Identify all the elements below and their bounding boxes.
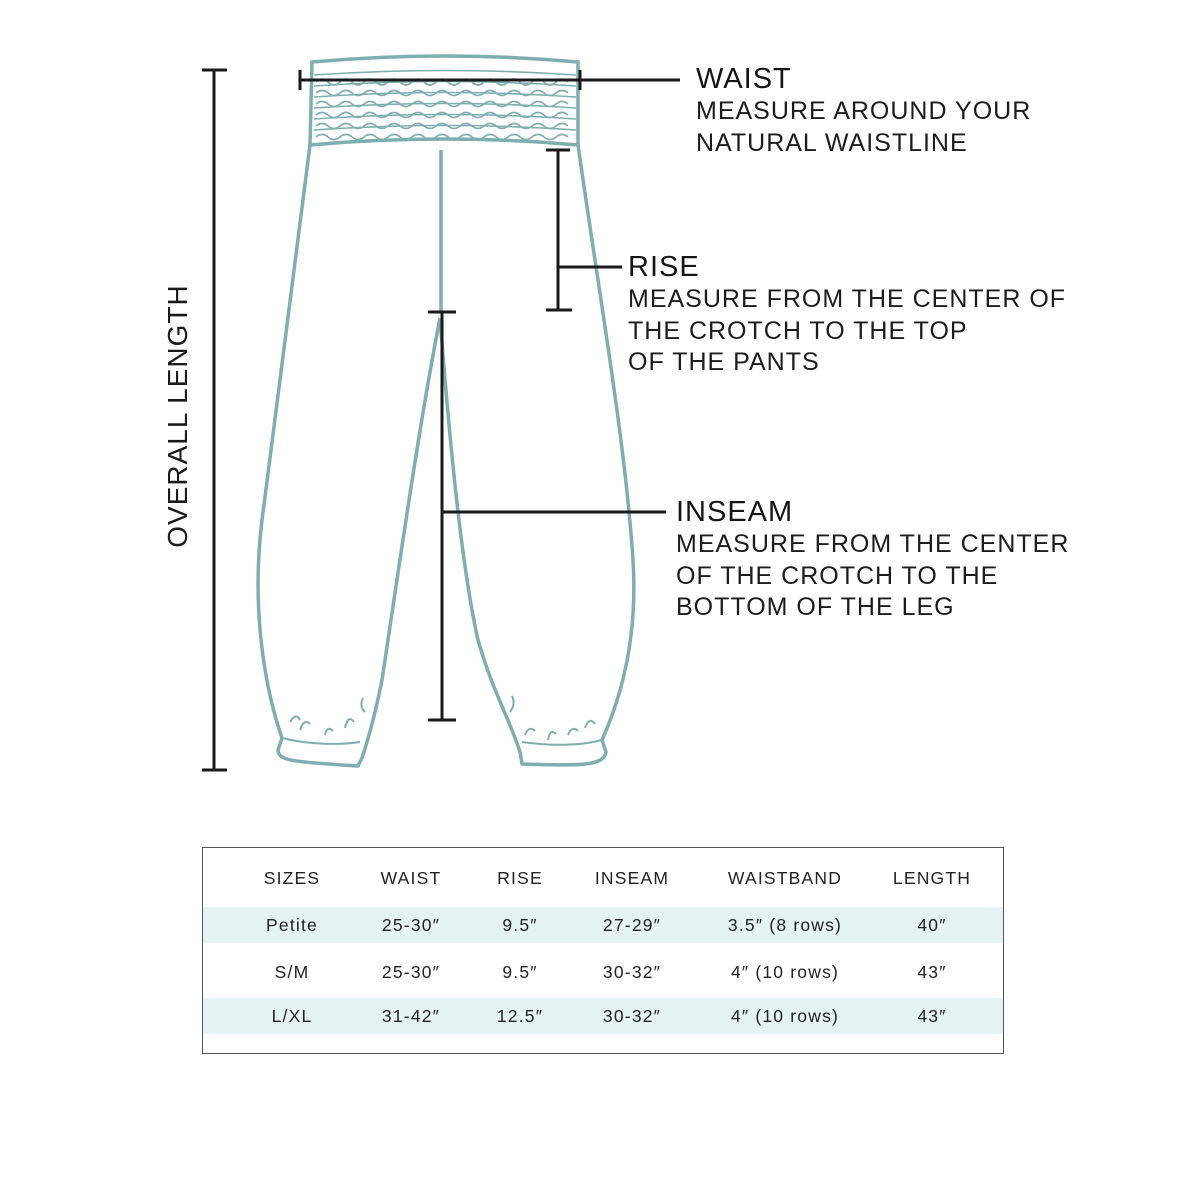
cell-waistband: 3.5″ (8 rows) [727,914,843,935]
header-length: LENGTH [892,867,972,888]
inseam-desc-2: OF THE CROTCH TO THE [676,561,999,590]
table-row [203,998,1003,1034]
rise-desc-2: THE CROTCH TO THE TOP [628,316,968,345]
header-sizes: SIZES [263,867,321,888]
size-chart-table [202,847,1004,1054]
cell-inseam: 27-29″ [602,914,662,935]
cell-length: 43″ [917,961,947,982]
cell-waistband: 4″ (10 rows) [730,1005,840,1026]
rise-desc-1: MEASURE FROM THE CENTER OF [628,285,1067,313]
cell-waist: 25-30″ [381,961,441,982]
table-header-row [203,860,1003,896]
header-inseam: INSEAM [594,867,670,888]
rise-desc-3: OF THE PANTS [628,348,820,376]
cell-waistband: 4″ (10 rows) [730,961,840,982]
inseam-title: INSEAM [676,496,794,528]
header-waist: WAIST [380,867,442,888]
waist-desc-2: NATURAL WAISTLINE [696,128,968,157]
cell-size: S/M [274,961,310,982]
overall-length-text: OVERALL LENGTH [162,284,193,548]
waist-label [696,63,1031,159]
rise-title: RISE [628,251,700,283]
cell-rise: 9.5″ [502,914,538,935]
cell-size: Petite [266,914,318,935]
cell-waist: 25-30″ [381,914,441,935]
rise-measure-line [546,150,622,310]
header-waistband: WAISTBAND [727,867,843,888]
inseam-desc-1: MEASURE FROM THE CENTER [676,530,1070,558]
pants-body [258,145,634,766]
cell-waist: 31-42″ [381,1005,441,1026]
cell-inseam: 30-32″ [602,961,662,982]
cell-length: 40″ [917,914,947,935]
rise-label [628,251,1066,379]
cell-inseam: 30-32″ [602,1005,662,1026]
overall-length-line [202,70,227,770]
cell-length: 43″ [917,1005,947,1026]
table-row [203,954,1003,990]
inseam-label [676,496,1069,624]
header-rise: RISE [497,867,543,888]
waist-desc-1: MEASURE AROUND YOUR [696,97,1032,125]
waist-title: WAIST [696,63,792,95]
table-row [203,907,1003,943]
cell-size: L/XL [271,1005,313,1026]
waistband [310,56,578,145]
inseam-desc-3: BOTTOM OF THE LEG [676,593,955,621]
cell-rise: 12.5″ [496,1005,544,1026]
cell-rise: 9.5″ [502,961,538,982]
